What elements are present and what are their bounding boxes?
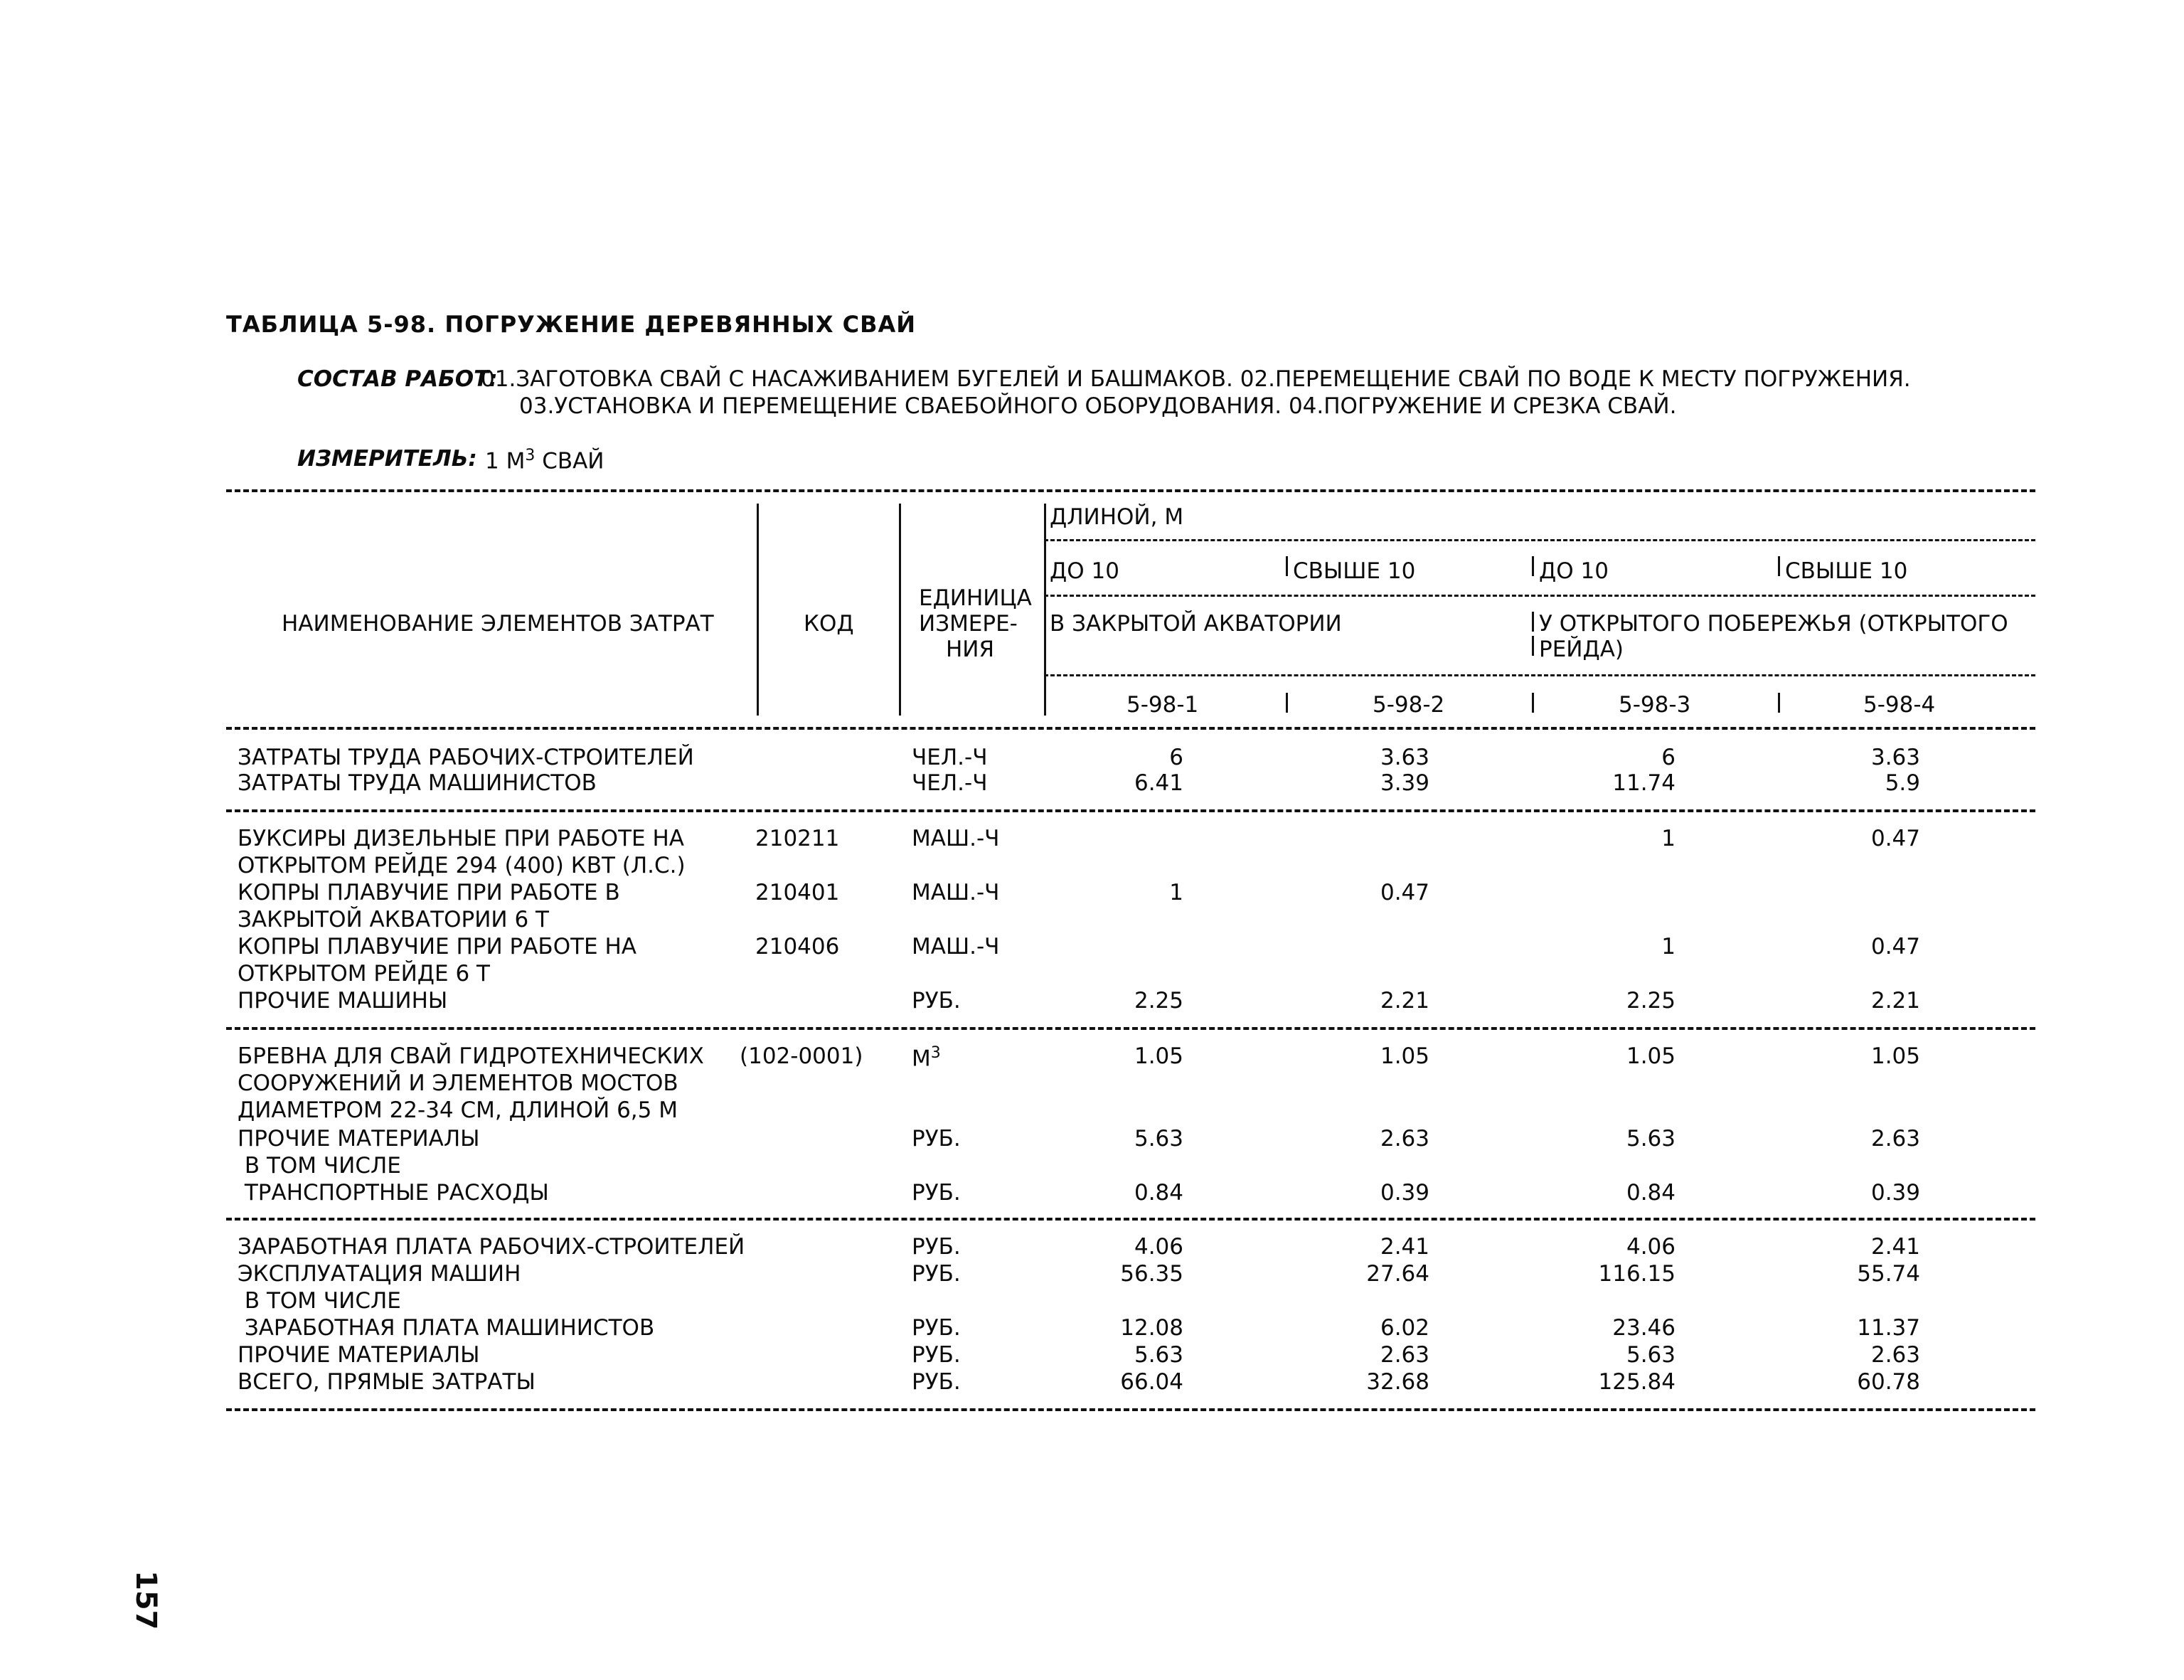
row-value-v3: 5.63 [1626, 1126, 1676, 1152]
row-name: ОТКРЫТОМ РЕЙДЕ 6 Т [238, 961, 490, 987]
row-code: (102-0001) [740, 1043, 863, 1069]
row-value-v1: 0.84 [1134, 1180, 1183, 1206]
row-name: ОТКРЫТОМ РЕЙДЕ 294 (400) КВТ (Л.С.) [238, 853, 686, 878]
row-value-v4: 0.47 [1870, 934, 1920, 959]
row-value-v2: 2.63 [1380, 1342, 1429, 1368]
table-row [0, 1097, 2184, 1124]
table-row [0, 1371, 2184, 1395]
row-value-v3: 11.74 [1612, 770, 1676, 796]
row-name: ПРОЧИЕ МАТЕРИАЛЫ [238, 1126, 480, 1152]
table-row [0, 1043, 2184, 1072]
row-value-v4: 60.78 [1857, 1369, 1920, 1395]
sep-len-4 [1778, 556, 1780, 576]
sep-col-3 [1532, 693, 1534, 713]
row-value-v2: 2.41 [1380, 1234, 1429, 1260]
row-value-v4: 5.9 [1885, 770, 1920, 796]
row-unit: ЧЕЛ.-Ч [912, 770, 988, 796]
rule-header-2 [1044, 595, 2035, 597]
row-code: 210406 [755, 934, 840, 959]
header-len-1: ДО 10 [1050, 558, 1119, 584]
table-row [0, 1290, 2184, 1314]
row-unit: РУБ. [912, 1261, 961, 1287]
row-value-v4: 0.39 [1870, 1180, 1920, 1206]
row-unit: $М^3$ [912, 1044, 941, 1072]
table-title: ТАБЛИЦА 5-98. ПОГРУЖЕНИЕ ДЕРЕВЯННЫХ СВАЙ [226, 311, 917, 338]
row-value-v1: 5.63 [1134, 1342, 1183, 1368]
header-code: КОД [804, 611, 854, 637]
rule-group-3 [226, 1218, 2035, 1221]
work-label: СОСТАВ РАБОТ: [297, 366, 498, 392]
row-value-v4: 1.05 [1870, 1043, 1920, 1069]
row-name: СООРУЖЕНИЙ И ЭЛЕМЕНТОВ МОСТОВ [238, 1070, 678, 1096]
row-value-v2: 3.39 [1380, 770, 1429, 796]
row-value-v3: 5.63 [1626, 1342, 1676, 1368]
header-zone-closed: В ЗАКРЫТОЙ АКВАТОРИИ [1050, 611, 1342, 637]
row-unit: РУБ. [912, 988, 961, 1014]
header-length: ДЛИНОЙ, М [1050, 504, 1184, 530]
row-value-v4: 2.21 [1870, 988, 1920, 1014]
row-name: КОПРЫ ПЛАВУЧИЕ ПРИ РАБОТЕ В [238, 880, 620, 905]
row-name: ВСЕГО, ПРЯМЫЕ ЗАТРАТЫ [238, 1369, 536, 1395]
work-line-2: 03.УСТАНОВКА И ПЕРЕМЕЩЕНИЕ СВАЕБОЙНОГО ОБОРУДОВАНИЯ. 04.ПОГРУЖЕНИЕ И СРЕЗКА СВАЙ. [519, 393, 1677, 419]
row-unit: РУБ. [912, 1369, 961, 1395]
row-value-v3: 2.25 [1626, 988, 1676, 1014]
row-value-v2: 27.64 [1366, 1261, 1429, 1287]
meter-value: 1 $М^3$ СВАЙ [485, 447, 604, 474]
rule-bottom [226, 1408, 2035, 1411]
row-value-v1: 6.41 [1134, 770, 1183, 796]
rule-top [226, 489, 2035, 492]
rule-group-1 [226, 809, 2035, 812]
sep-zone-2 [1532, 636, 1534, 656]
row-name: ЗАТРАТЫ ТРУДА МАШИНИСТОВ [238, 770, 597, 796]
sep-col-2 [1286, 693, 1288, 713]
row-value-v2: 32.68 [1366, 1369, 1429, 1395]
row-name: БУКСИРЫ ДИЗЕЛЬНЫЕ ПРИ РАБОТЕ НА [238, 826, 684, 851]
table-row [0, 1128, 2184, 1152]
row-value-v4: 11.37 [1857, 1315, 1920, 1341]
sep-len-3 [1532, 556, 1534, 576]
row-code: 210401 [755, 880, 840, 905]
rule-header-bottom [226, 727, 2035, 730]
table-row [0, 828, 2184, 852]
row-unit: ЧЕЛ.-Ч [912, 745, 988, 770]
row-value-v1: 5.63 [1134, 1126, 1183, 1152]
row-value-v2: 2.63 [1380, 1126, 1429, 1152]
header-zone-open-2: РЕЙДА) [1539, 637, 1624, 662]
page-number: 157 [129, 1570, 162, 1630]
rule-header-3 [1044, 674, 2035, 676]
row-unit: РУБ. [912, 1234, 961, 1260]
row-name: БРЕВНА ДЛЯ СВАЙ ГИДРОТЕХНИЧЕСКИХ [238, 1043, 704, 1069]
header-col-1: 5-98-1 [1126, 692, 1199, 718]
row-value-v3: 4.06 [1626, 1234, 1676, 1260]
row-value-v2: 3.63 [1380, 745, 1429, 770]
row-value-v3: 116.15 [1598, 1261, 1676, 1287]
row-value-v1: 12.08 [1120, 1315, 1183, 1341]
row-name: ПРОЧИЕ МАТЕРИАЛЫ [238, 1342, 480, 1368]
row-value-v4: 0.47 [1870, 826, 1920, 851]
table-row [0, 1317, 2184, 1341]
row-value-v4: 3.63 [1870, 745, 1920, 770]
row-value-v3: 6 [1661, 745, 1676, 770]
row-name: КОПРЫ ПЛАВУЧИЕ ПРИ РАБОТЕ НА [238, 934, 636, 959]
header-len-3: ДО 10 [1539, 558, 1609, 584]
col-sep-2 [899, 504, 901, 716]
row-unit: РУБ. [912, 1180, 961, 1206]
row-unit: МАШ.-Ч [912, 880, 1000, 905]
table-row [0, 882, 2184, 906]
table-row [0, 855, 2184, 879]
row-value-v1: 56.35 [1120, 1261, 1183, 1287]
header-zone-open-1: У ОТКРЫТОГО ПОБЕРЕЖЬЯ (ОТКРЫТОГО [1539, 611, 2008, 637]
header-col-3: 5-98-3 [1619, 692, 1691, 718]
row-value-v3: 23.46 [1612, 1315, 1676, 1341]
row-value-v4: 2.41 [1870, 1234, 1920, 1260]
row-value-v4: 2.63 [1870, 1342, 1920, 1368]
row-value-v1: 1 [1169, 880, 1183, 905]
header-len-4: СВЫШЕ 10 [1785, 558, 1908, 584]
row-name: ЗАТРАТЫ ТРУДА РАБОЧИХ-СТРОИТЕЛЕЙ [238, 745, 694, 770]
table-row [0, 1182, 2184, 1206]
row-unit: МАШ.-Ч [912, 826, 1000, 851]
row-name: ЗАРАБОТНАЯ ПЛАТА РАБОЧИХ-СТРОИТЕЛЕЙ [238, 1234, 745, 1260]
header-col-4: 5-98-4 [1863, 692, 1936, 718]
rule-group-2 [226, 1027, 2035, 1030]
col-sep-1 [757, 504, 759, 716]
row-value-v3: 1.05 [1626, 1043, 1676, 1069]
sep-len-2 [1286, 556, 1288, 576]
row-name: ПРОЧИЕ МАШИНЫ [238, 988, 448, 1014]
header-len-2: СВЫШЕ 10 [1293, 558, 1416, 584]
row-name: ДИАМЕТРОМ 22-34 СМ, ДЛИНОЙ 6,5 М [238, 1097, 678, 1123]
header-unit-1: ЕДИНИЦА [919, 585, 1032, 611]
row-name: ЗАРАБОТНАЯ ПЛАТА МАШИНИСТОВ [238, 1315, 655, 1341]
sep-zone [1532, 612, 1534, 632]
meter-label: ИЗМЕРИТЕЛЬ: [297, 446, 477, 472]
header-unit-2: ИЗМЕРЕ- [919, 611, 1018, 637]
table-row [0, 963, 2184, 987]
row-value-v2: 0.47 [1380, 880, 1429, 905]
row-value-v3: 1 [1661, 826, 1676, 851]
table-row [0, 936, 2184, 960]
row-unit: РУБ. [912, 1342, 961, 1368]
header-name: НАИМЕНОВАНИЕ ЭЛЕМЕНТОВ ЗАТРАТ [282, 611, 714, 637]
table-row [0, 772, 2184, 797]
table-row [0, 747, 2184, 771]
sep-col-4 [1778, 693, 1780, 713]
table-row [0, 1070, 2184, 1097]
row-name: ЭКСПЛУАТАЦИЯ МАШИН [238, 1261, 521, 1287]
row-value-v3: 0.84 [1626, 1180, 1676, 1206]
table-row [0, 1236, 2184, 1260]
row-unit: РУБ. [912, 1315, 961, 1341]
row-name: ТРАНСПОРТНЫЕ РАСХОДЫ [238, 1180, 549, 1206]
table-row [0, 1155, 2184, 1179]
row-value-v2: 2.21 [1380, 988, 1429, 1014]
row-value-v4: 2.63 [1870, 1126, 1920, 1152]
row-name: ЗАКРЫТОЙ АКВАТОРИИ 6 Т [238, 907, 549, 932]
row-value-v1: 66.04 [1120, 1369, 1183, 1395]
col-sep-3 [1044, 504, 1046, 716]
row-name: В ТОМ ЧИСЛЕ [238, 1288, 401, 1314]
rule-header-1 [1044, 539, 2035, 541]
row-value-v1: 2.25 [1134, 988, 1183, 1014]
row-value-v2: 6.02 [1380, 1315, 1429, 1341]
row-value-v2: 1.05 [1380, 1043, 1429, 1069]
row-value-v3: 1 [1661, 934, 1676, 959]
work-line-1: 01.ЗАГОТОВКА СВАЙ С НАСАЖИВАНИЕМ БУГЕЛЕЙ И БАШМАКОВ. 02.ПЕРЕМЕЩЕНИЕ СВАЙ ПО ВОДЕ К МЕСТУ ПОГРУЖЕНИЯ. [481, 366, 1911, 392]
table-row [0, 1344, 2184, 1368]
row-value-v1: 4.06 [1134, 1234, 1183, 1260]
table-row [0, 1263, 2184, 1287]
row-value-v1: 1.05 [1134, 1043, 1183, 1069]
row-name: В ТОМ ЧИСЛЕ [238, 1153, 401, 1179]
header-unit-3: НИЯ [946, 637, 995, 662]
header-col-2: 5-98-2 [1373, 692, 1445, 718]
row-value-v2: 0.39 [1380, 1180, 1429, 1206]
row-unit: МАШ.-Ч [912, 934, 1000, 959]
row-value-v1: 6 [1169, 745, 1183, 770]
row-code: 210211 [755, 826, 840, 851]
row-value-v4: 55.74 [1857, 1261, 1920, 1287]
row-unit: РУБ. [912, 1126, 961, 1152]
table-row [0, 909, 2184, 933]
table-row [0, 990, 2184, 1014]
row-value-v3: 125.84 [1598, 1369, 1676, 1395]
